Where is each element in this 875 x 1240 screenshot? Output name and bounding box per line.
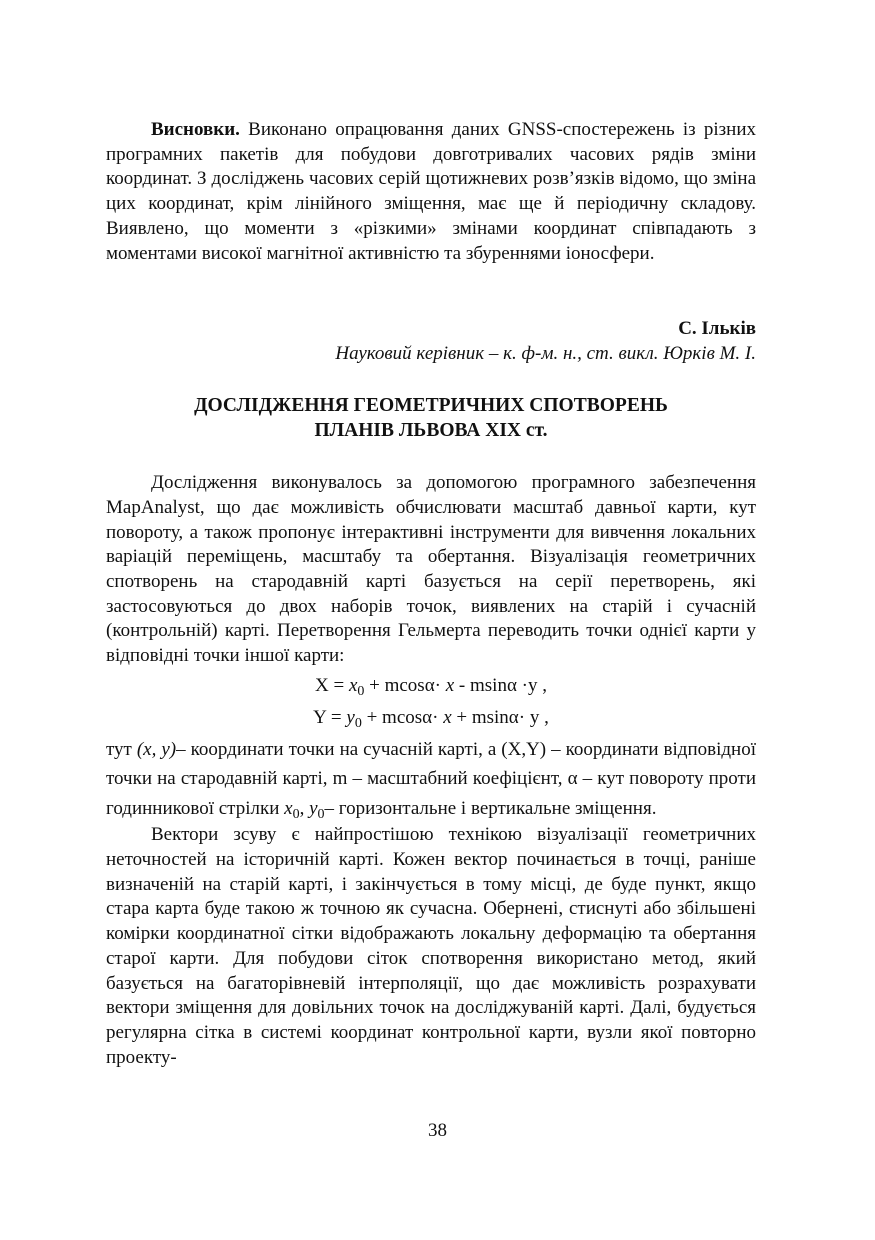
vectors-paragraph: Вектори зсуву є найпростішою технікою візуалізації геометричних неточностей на історичній карті. Кожен вектор починається в точці, раніше визначеній на старій карті, і закінчується в тому місці, де буде пункт, якщо стара карта буде такою ж точною як сучасна. Обернені, стиснуті або збільшені комірки координатної сітки відображають локальну деформацію та обертання старої карти. Для побудови сіток спотворення використано метод, який базується на багаторівневій інтерполяції, що дає можливість розрахувати вектори зміщення для довільних точок на досліджуваній карті. Далі, будується регулярна сітка в системі координат контрольної карти, вузли якої повторно проекту- [106, 824, 756, 1068]
article-title [106, 393, 756, 443]
formula-y-sub: 0 [354, 715, 362, 731]
formula-y-rest: + msinα· y , [451, 706, 549, 728]
explanation-paragraph [106, 735, 756, 824]
conclusions-paragraph [106, 118, 756, 266]
page-number: 38 [428, 1120, 447, 1141]
explanation-x0-sub: 0 [292, 806, 300, 822]
explanation-coords: (x, y) [136, 738, 177, 760]
formula-x-rest: - msinα ·y , [454, 674, 547, 696]
conclusions-text: Виконано опрацювання даних GNSS-спостережень із різних програмних пакетів для побудови довготривалих часових рядів зміни координат. З досліджень часових серій щотижневих розв’язків відомо, що зміна цих координат, крім лінійного зміщення, має ще й періодичну складову. Виявлено, що моменти з «різкими» змінами координат співпадають з моментами високої магнітної активністю та збуреннями іоносфери. [106, 119, 756, 264]
explanation-x0: x [284, 797, 293, 819]
formula-x-sub: 0 [357, 683, 365, 699]
explanation-part2: – координати точки на сучасній карті, а (X,Y) – координати відповідної точки на стародавній карті, m – масштабний коефіцієнт, α – кут повороту проти годинникової стрілки [106, 738, 756, 819]
supervisor-line: Науковий керівник – к. ф-м. н., ст. викл. Юрків М. І. [335, 343, 756, 365]
explanation-part1: тут [106, 738, 137, 760]
title-line-2: ПЛАНІВ ЛЬВОВА ХІХ ст. [314, 420, 548, 442]
formula-y-var2: x [443, 706, 452, 728]
formula-x-lhs: X = [315, 674, 349, 696]
explanation-y0: y [309, 797, 318, 819]
formula-y-var: y [346, 706, 355, 728]
title-line-1: ДОСЛІДЖЕННЯ ГЕОМЕТРИЧНИХ СПОТВОРЕНЬ [194, 395, 668, 417]
formula-x-var: x [348, 674, 358, 696]
formula-x [106, 671, 756, 701]
explanation-y0-sub: 0 [317, 806, 325, 822]
conclusions-lead: Висновки. [151, 119, 240, 140]
intro-paragraph: Дослідження виконувалось за допомогою програмного забезпечення MapAnalyst, що дає можливість обчислювати масштаб давньої карти, кут повороту, а також пропонує інтерактивні інструменти для вивчення локальних варіацій переміщень, масштабу та обертання. Візуалізація геометричних спотворень на стародавній карті базується на серії перетворень, які застосовуються до двох наборів точок, виявлених на старій і сучасній (контрольній) карті. Перетворення Гельмерта переводить точки однієї карти у відповідні точки іншої карти: [106, 472, 756, 667]
author-block [106, 316, 756, 366]
explanation-part3: – горизонтальне і вертикальне зміщення. [324, 797, 657, 819]
author-name: С. Ільків [678, 318, 756, 340]
explanation-comma: , [299, 797, 310, 819]
formula-x-mid: + mcosα· [364, 674, 446, 696]
formula-y-mid: + mcosα· [361, 706, 444, 728]
formula-y-lhs: Y = [313, 706, 347, 728]
page-content [106, 118, 756, 1070]
formula-x-var2: x [445, 674, 455, 696]
formula-y [106, 703, 756, 733]
